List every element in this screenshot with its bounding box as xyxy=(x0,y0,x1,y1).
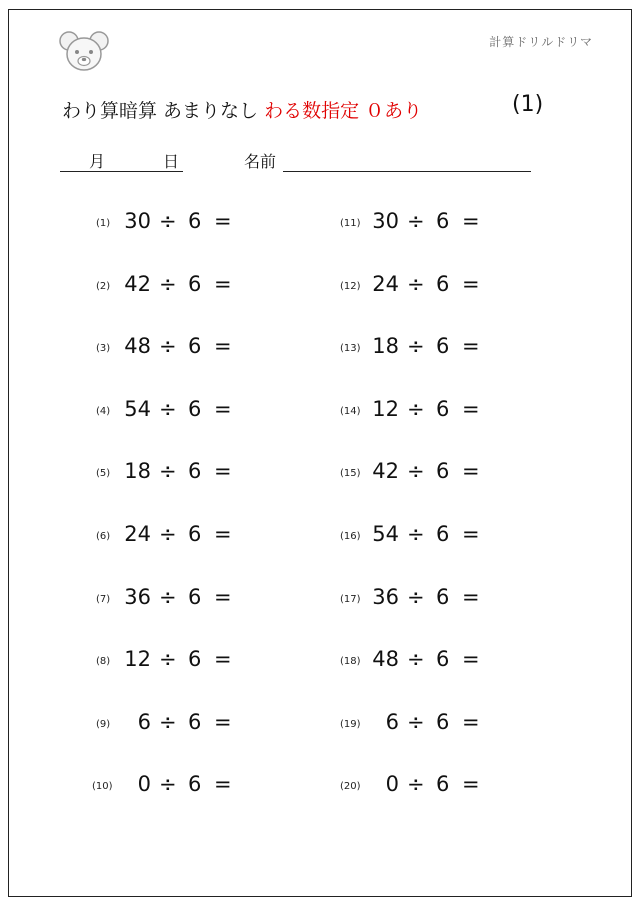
equals-sign: = xyxy=(462,271,480,296)
divisor: 6 xyxy=(188,647,202,672)
divisor: 6 xyxy=(188,459,202,484)
divisor: 6 xyxy=(188,334,202,359)
equals-sign: = xyxy=(214,709,232,734)
problem-number: (1) xyxy=(96,218,111,229)
dividend: 30 xyxy=(124,209,151,233)
dividend: 24 xyxy=(372,271,399,296)
dividend: 36 xyxy=(124,584,151,609)
problem-number: (18) xyxy=(340,656,361,668)
divisor: 6 xyxy=(436,584,450,609)
equals-sign: = xyxy=(462,584,480,609)
division-sign: ÷ xyxy=(159,647,177,672)
problem-number: (10) xyxy=(92,781,113,793)
day-label: 日 xyxy=(163,152,180,171)
division-sign: ÷ xyxy=(407,334,425,359)
problem-number: (12) xyxy=(340,280,361,292)
divisor: 6 xyxy=(436,271,450,296)
division-sign: ÷ xyxy=(407,396,425,421)
problem-number: (13) xyxy=(340,343,361,355)
bear-logo-icon xyxy=(58,30,110,74)
brand-label: 計算ドリルドリマ xyxy=(489,35,593,49)
division-sign: ÷ xyxy=(407,647,425,672)
division-sign: ÷ xyxy=(159,772,177,797)
dividend: 48 xyxy=(372,647,399,672)
date-underline xyxy=(60,171,183,172)
division-sign: ÷ xyxy=(159,396,177,421)
division-sign: ÷ xyxy=(407,209,425,233)
equals-sign: = xyxy=(214,459,232,484)
division-sign: ÷ xyxy=(407,772,425,797)
dividend: 18 xyxy=(124,459,151,484)
divisor: 6 xyxy=(188,209,202,233)
name-label: 名前 xyxy=(244,152,277,171)
equals-sign: = xyxy=(462,647,480,672)
division-sign: ÷ xyxy=(407,271,425,296)
division-sign: ÷ xyxy=(407,709,425,734)
problem-number: (9) xyxy=(96,718,111,730)
divisor: 6 xyxy=(436,709,450,734)
dividend: 48 xyxy=(124,334,151,359)
division-sign: ÷ xyxy=(407,522,425,546)
problem-number: (15) xyxy=(340,468,361,480)
problem-number: (4) xyxy=(96,405,111,417)
equals-sign: = xyxy=(214,522,232,546)
problem-number: (7) xyxy=(96,593,111,605)
dividend: 18 xyxy=(372,334,399,359)
title-main: わり算暗算 あまりなし xyxy=(62,100,259,122)
division-sign: ÷ xyxy=(407,584,425,609)
dividend: 6 xyxy=(385,709,399,734)
problem-number: (8) xyxy=(96,656,111,668)
equals-sign: = xyxy=(462,709,480,734)
equals-sign: = xyxy=(214,396,232,421)
division-sign: ÷ xyxy=(159,459,177,484)
problem-number: (5) xyxy=(96,468,111,480)
divisor: 6 xyxy=(188,522,202,546)
dividend: 30 xyxy=(372,209,399,233)
problem-number: (3) xyxy=(96,343,111,355)
division-sign: ÷ xyxy=(159,209,177,233)
divisor: 6 xyxy=(436,522,450,546)
divisor: 6 xyxy=(188,584,202,609)
equals-sign: = xyxy=(214,334,232,359)
problem-number: (6) xyxy=(96,531,111,542)
divisor: 6 xyxy=(436,396,450,421)
problem-number: (14) xyxy=(340,405,361,417)
problem-number: (2) xyxy=(96,280,111,292)
name-underline[interactable] xyxy=(283,171,531,172)
equals-sign: = xyxy=(462,209,480,233)
divisor: 6 xyxy=(436,459,450,484)
dividend: 0 xyxy=(137,772,151,797)
dividend: 54 xyxy=(372,522,399,546)
divisor: 6 xyxy=(436,209,450,233)
problem-number: (16) xyxy=(340,531,361,542)
sheet-number: (1) xyxy=(512,92,544,117)
equals-sign: = xyxy=(462,459,480,484)
equals-sign: = xyxy=(214,772,232,797)
dividend: 42 xyxy=(372,459,399,484)
equals-sign: = xyxy=(462,334,480,359)
division-sign: ÷ xyxy=(159,334,177,359)
dividend: 12 xyxy=(372,396,399,421)
equals-sign: = xyxy=(462,522,480,546)
dividend: 6 xyxy=(137,709,151,734)
equals-sign: = xyxy=(462,396,480,421)
dividend: 0 xyxy=(385,772,399,797)
equals-sign: = xyxy=(462,772,480,797)
problem-number: (20) xyxy=(340,781,361,793)
worksheet-page xyxy=(8,9,632,897)
equals-sign: = xyxy=(214,584,232,609)
dividend: 12 xyxy=(124,647,151,672)
problem-number: (11) xyxy=(340,218,361,229)
division-sign: ÷ xyxy=(159,709,177,734)
divisor: 6 xyxy=(436,334,450,359)
divisor: 6 xyxy=(188,772,202,797)
month-label: 月 xyxy=(89,152,106,171)
equals-sign: = xyxy=(214,209,232,233)
equals-sign: = xyxy=(214,647,232,672)
division-sign: ÷ xyxy=(407,459,425,484)
divisor: 6 xyxy=(436,647,450,672)
dividend: 24 xyxy=(124,522,151,546)
division-sign: ÷ xyxy=(159,271,177,296)
problem-number: (17) xyxy=(340,593,361,605)
dividend: 54 xyxy=(124,396,151,421)
divisor: 6 xyxy=(436,772,450,797)
division-sign: ÷ xyxy=(159,584,177,609)
divisor: 6 xyxy=(188,271,202,296)
division-sign: ÷ xyxy=(159,522,177,546)
dividend: 42 xyxy=(124,271,151,296)
dividend: 36 xyxy=(372,584,399,609)
equals-sign: = xyxy=(214,271,232,296)
problem-number: (19) xyxy=(340,718,361,730)
page-title xyxy=(62,92,544,123)
divisor: 6 xyxy=(188,396,202,421)
divisor: 6 xyxy=(188,709,202,734)
title-condition: わる数指定 ０あり xyxy=(264,100,423,122)
